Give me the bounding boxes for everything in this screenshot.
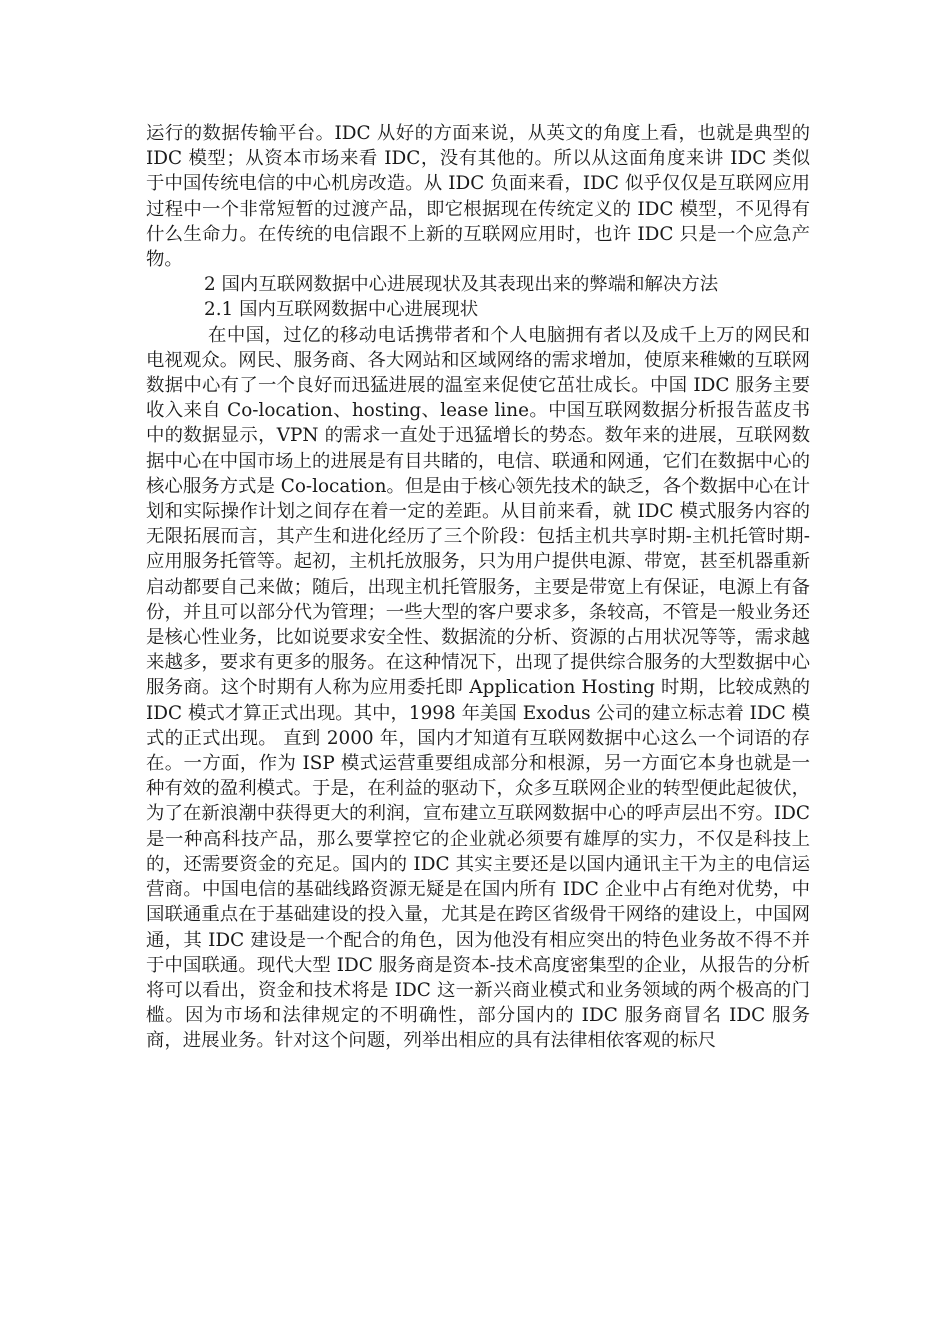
section-heading: 2 国内互联网数据中心进展现状及其表现出来的弊端和解决方法 bbox=[204, 274, 719, 296]
body-paragraph: 在中国，过亿的移动电话携带者和个人电脑拥有者以及成千上万的网民和电视观众。网民、服务商、各大网站和区域网络的需求增加，使原来稚嫩的互联网数据中心有了一个良好而迅猛进展的温室来促使它茁壮成长。中国 IDC 服务主要收入来自 Co-location、hosting、lease line。中国互联网数据分析报告蓝皮书中的数据显示，VPN 的需求一直处于迅猛增长的势态。数年来的进展，互联网数据中心在中国市场上的进展是有目共睹的，电信、联通和网通，它们在数据中心的核心服务方式是 Co-location。但是由于核心领先技术的缺乏，各个数据中心在计划和实际操作计划之间存在着一定的差距。从目前来看，就 IDC 模式服务内容的无限拓展而言，其产生和进化经历了三个阶段：包括主机共享时期-主机托管时期-应用服务托管等。起初，主机托放服务，只为用户提供电源、带宽，甚至机器重新启动都要自己来做；随后，出现主机托管服务，主要是带宽上有保证，电源上有备份，并且可以部分代为管理；一些大型的客户要求多，条较高，不管是一般业务还是核心性业务，比如说要求安全性、数据流的分析、资源的占用状况等等，需求越来越多，要求有更多的服务。在这种情况下，出现了提供综合服务的大型数据中心服务商。这个时期有人称为应用委托即 Application Hosting 时期，比较成熟的 IDC 模式才算正式出现。其中，1998 年美国 Exodus 公司的建立标志着 IDC 模式的正式出现。 直到 2000 年，国内才知道有互联网数据中心这么一个词语的存在。一方面，作为 ISP 模式运营重要组成部分和根源，另一方面它本身也就是一种有效的盈利模式。于是，在利益的驱动下，众多互联网企业的转型便此起彼伏，为了在新浪潮中获得更大的利润，宣布建立互联网数据中心的呼声层出不穷。IDC 是一种高科技产品，那么要掌控它的企业就必须要有雄厚的实力，不仅是科技上的，还需要资金的充足。国内的 IDC 其实主要还是以国内通讯主干为主的电信运营商。中国电信的基础线路资源无疑是在国内所有 IDC 企业中占有绝对优势，中国联通重点在于基础建设的投入量，尤其是在跨区省级骨干网络的建设上，中国网通，其 IDC 建设是一个配合的角色，因为他没有相应突出的特色业务故不得不并于中国联通。现代大型 IDC 服务商是资本-技术高度密集型的企业，从报告的分析将可以看出，资金和技术将是 IDC 这一新兴商业模式和业务领域的两个极高的门槛。因为市场和法律规定的不明确性，部分国内的 IDC 服务商冒名 IDC 服务商，进展业务。针对这个问题，列举出相应的具有法律相依客观的标尺 bbox=[146, 324, 810, 1052]
document-body bbox=[146, 121, 810, 1054]
subsection-heading: 2.1 国内互联网数据中心进展现状 bbox=[204, 299, 479, 321]
body-paragraph: 运行的数据传输平台。IDC 从好的方面来说，从英文的角度上看，也就是典型的 IDC 模型；从资本市场来看 IDC，没有其他的。所以从这面角度来讲 IDC 类似于中国传统电信的中心机房改造。从 IDC 负面来看，IDC 似乎仅仅是互联网应用过程中一个非常短暂的过渡产品，即它根据现在传统定义的 IDC 模型，不见得有什么生命力。在传统的电信跟不上新的互联网应用时，也许 IDC 只是一个应急产物。 bbox=[146, 123, 810, 271]
